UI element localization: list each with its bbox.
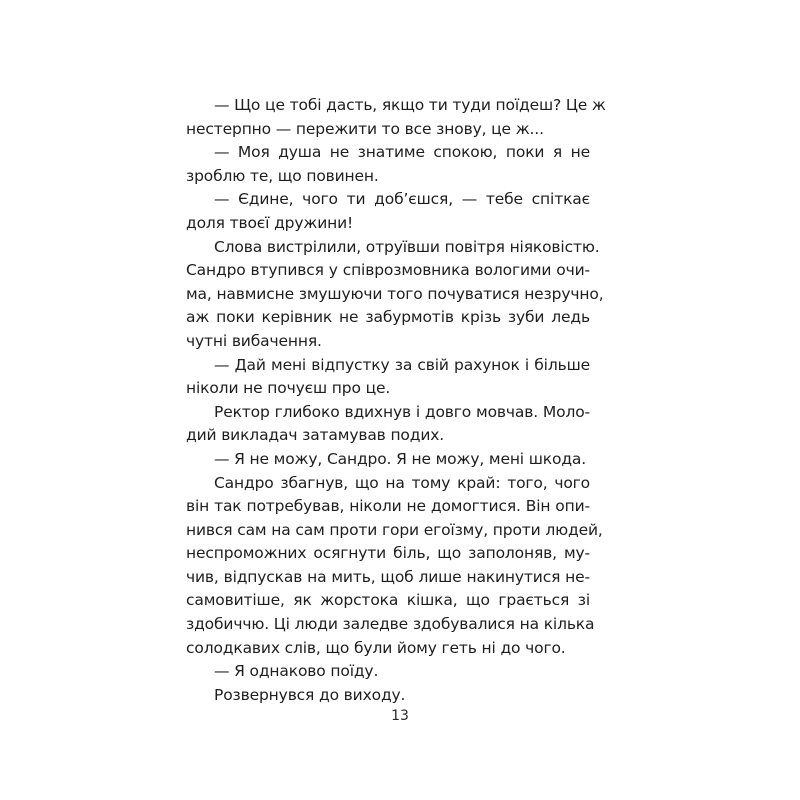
text-line: дий викладач затамував подих. — [186, 426, 445, 445]
text-line: він так потребував, ніколи не домогтися. Він опи- — [186, 497, 590, 516]
text-line: — Дай мені відпустку за свій рахунок і більше — [214, 355, 590, 374]
text-line: зроблю те, що повинен. — [186, 166, 379, 185]
page-number: 13 — [391, 708, 409, 724]
body-text — [186, 94, 606, 707]
text-line: Слова вистрілили, отруївши повітря ніяковістю. — [214, 237, 600, 256]
text-line: — Я не можу, Сандро. Я не можу, мені шкода. — [214, 449, 587, 468]
text-line: солодкавих слів, що були йому геть ні до чого. — [186, 638, 566, 657]
text-line: самовитіше, як жорстока кішка, що грається зі — [186, 591, 590, 610]
text-line: ма, навмисне змушуючи того почуватися незручно, — [186, 284, 604, 303]
text-line: Сандро збагнув, що на тому край: того, чого — [214, 473, 590, 492]
text-line: — Що це тобі дасть, якщо ти туди поїдеш? Це ж — [214, 96, 606, 114]
text-line: нився сам на сам проти гори егоїзму, проти людей, — [186, 520, 603, 539]
text-line: неспроможних осягнути біль, що заполоняв, му- — [186, 544, 590, 563]
text-line: Сандро втупився у співрозмовника вологими очи- — [186, 261, 590, 280]
text-line: аж поки керівник не забурмотів крізь зуби ледь — [186, 308, 590, 327]
text-line: — Єдине, чого ти доб’єшся, — тебе спіткає — [214, 190, 590, 209]
text-line: — Моя душа не знатиме спокою, поки я не — [214, 143, 590, 162]
text-line: Розвернувся до виходу. — [214, 685, 406, 704]
text-line: здобиччю. Ці люди заледве здобувалися на кілька — [186, 615, 595, 634]
text-line: Ректор глибоко вдихнув і довго мовчав. Моло- — [214, 402, 590, 421]
text-line: чутні вибачення. — [186, 331, 322, 350]
text-line: доля твоєї дружини! — [186, 213, 354, 232]
text-line: — Я однаково поїду. — [214, 662, 379, 681]
text-line: чив, відпускав на мить, щоб лише накинутися не- — [186, 567, 590, 586]
text-line: ніколи не почуєш про це. — [186, 379, 391, 398]
text-line: нестерпно — пережити то все знову, це ж... — [186, 119, 544, 138]
